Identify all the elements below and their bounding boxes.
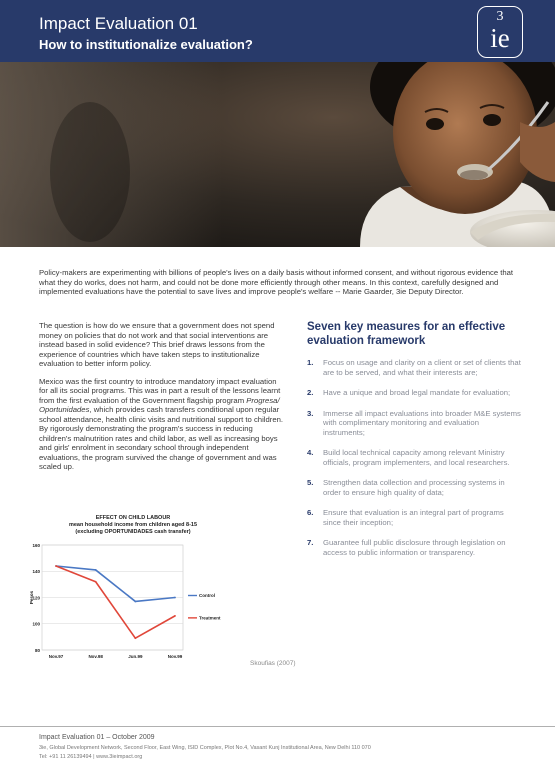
page-subtitle: How to institutionalize evaluation? bbox=[39, 37, 253, 52]
y-tick-label: 140 bbox=[32, 569, 40, 575]
y-tick-label: 80 bbox=[34, 647, 40, 653]
intro-paragraph: Policy-makers are experimenting with billions of people's lives on a daily basis without informed consent, and without rigorous evidence that what they do works, does not harm, and could not be done more efficiently through other means. In this context, carefully designed and implemented evaluations have the potential to save lives and improve people's welfare -- Marie Gaarder, 3ie Deputy Director. bbox=[39, 268, 514, 296]
measure-item bbox=[307, 358, 522, 377]
measures-title: Seven key measures for an effective evaluation framework bbox=[307, 321, 506, 347]
chart-plot bbox=[28, 515, 238, 665]
footer-divider bbox=[0, 726, 555, 727]
measure-item bbox=[307, 409, 522, 438]
x-tick-label: Nov.99 bbox=[167, 654, 183, 659]
measure-text: Strengthen data collection and processing systems in order to ensure high quality of data; bbox=[323, 478, 505, 497]
data-point bbox=[95, 581, 97, 583]
program-name: Progresa/ Oportunidades bbox=[39, 395, 280, 414]
mexico-paragraph bbox=[39, 377, 287, 472]
question-paragraph: The question is how do we ensure that a government does not spend money on policies that do not work and that social interventions are instead based in solid evidence? This brief draws lessons from the experience of countries which have taken steps to institutionalize evaluation to better inform policy. bbox=[39, 321, 275, 368]
data-point bbox=[174, 597, 176, 599]
measure-text: Have a unique and broad legal mandate for evaluation; bbox=[323, 388, 511, 397]
measure-item bbox=[307, 388, 522, 398]
y-axis-label: Pesos bbox=[29, 590, 34, 605]
data-point bbox=[174, 615, 176, 617]
footer-address: 3ie, Global Development Network, Second Floor, East Wing, ISID Complex, Plot No.4, Vasant Kunj Institutional Area, New Delhi 110 070 bbox=[39, 745, 371, 751]
measure-number: 2. bbox=[307, 388, 314, 397]
left-column bbox=[39, 321, 287, 480]
measure-number: 3. bbox=[307, 408, 314, 418]
measure-item bbox=[307, 538, 522, 557]
measures-panel bbox=[307, 320, 522, 568]
chart-subtitle-1: mean household income from children aged 8-15 bbox=[68, 522, 198, 528]
y-tick-label: 120 bbox=[32, 595, 40, 601]
measure-number: 6. bbox=[307, 508, 314, 517]
y-tick-label: 100 bbox=[32, 621, 40, 627]
footer-contact: Tel: +91 11 26139494 | www.3ieimpact.org bbox=[39, 754, 143, 760]
page-title: Impact Evaluation 01 bbox=[39, 14, 198, 33]
logo-letters: ie bbox=[490, 23, 510, 53]
mexico-text-end: , which provides cash transfers conditional upon regular school attendance, health clinic visits and nutritional support to children. By rigorously demonstrating the program's success in reducing children's malnutrition rates and child labor, as well as increasing boys and girls' enrolment in secondary school through independent evaluations, the program survived the change of government and was scaled up. bbox=[39, 405, 284, 471]
chart-subtitle-2: (excluding OPORTUNIDADES cash transfer) bbox=[75, 529, 191, 535]
measure-item bbox=[307, 478, 522, 497]
3ie-logo bbox=[477, 6, 523, 58]
legend-label: Control bbox=[199, 593, 215, 599]
chart-source: Skoufias (2007) bbox=[250, 660, 296, 667]
chart-title-main: EFFECT ON CHILD LABOUR bbox=[95, 515, 171, 521]
x-tick-label: Jun.99 bbox=[128, 654, 143, 659]
footer-issue: Impact Evaluation 01 – October 2009 bbox=[39, 734, 155, 741]
measure-item bbox=[307, 448, 522, 467]
measure-text: Ensure that evaluation is an integral part of programs since their inception; bbox=[323, 508, 504, 527]
legend-label: Treatment bbox=[199, 615, 221, 621]
data-point bbox=[134, 601, 136, 603]
hero-photo-child-eating bbox=[0, 62, 555, 247]
measure-text: Guarantee full public disclosure through legislation on access to public information or transparency. bbox=[323, 538, 506, 557]
measure-number: 7. bbox=[307, 538, 314, 547]
measure-number: 5. bbox=[307, 478, 314, 487]
header-banner bbox=[0, 0, 555, 62]
measures-list bbox=[307, 358, 522, 557]
mexico-text-start: Mexico was the first country to introduce mandatory impact evaluation for all its social programs. This was in part a result of the lessons learnt from the first evaluation of the Government flagship program bbox=[39, 376, 281, 405]
child-labour-chart bbox=[28, 515, 238, 665]
data-point bbox=[55, 565, 57, 567]
data-point bbox=[134, 637, 136, 639]
y-tick-label: 160 bbox=[32, 542, 40, 548]
measure-text: Focus on usage and clarity on a client or set of clients that are to be served, and what their interests are; bbox=[323, 358, 521, 377]
measure-item bbox=[307, 508, 522, 527]
data-point bbox=[95, 569, 97, 571]
measure-number: 1. bbox=[307, 358, 314, 367]
x-tick-label: Nov.98 bbox=[88, 654, 103, 659]
measure-text: Build local technical capacity among relevant Ministry officials, program implementers, and local researchers. bbox=[323, 448, 510, 467]
x-tick-label: Nov.97 bbox=[48, 654, 64, 659]
logo-number: 3 bbox=[496, 9, 504, 24]
measure-text: Immerse all impact evaluations into broader M&E systems with complimentary monitoring and evaluation instruments; bbox=[323, 408, 521, 437]
measure-number: 4. bbox=[307, 448, 314, 457]
